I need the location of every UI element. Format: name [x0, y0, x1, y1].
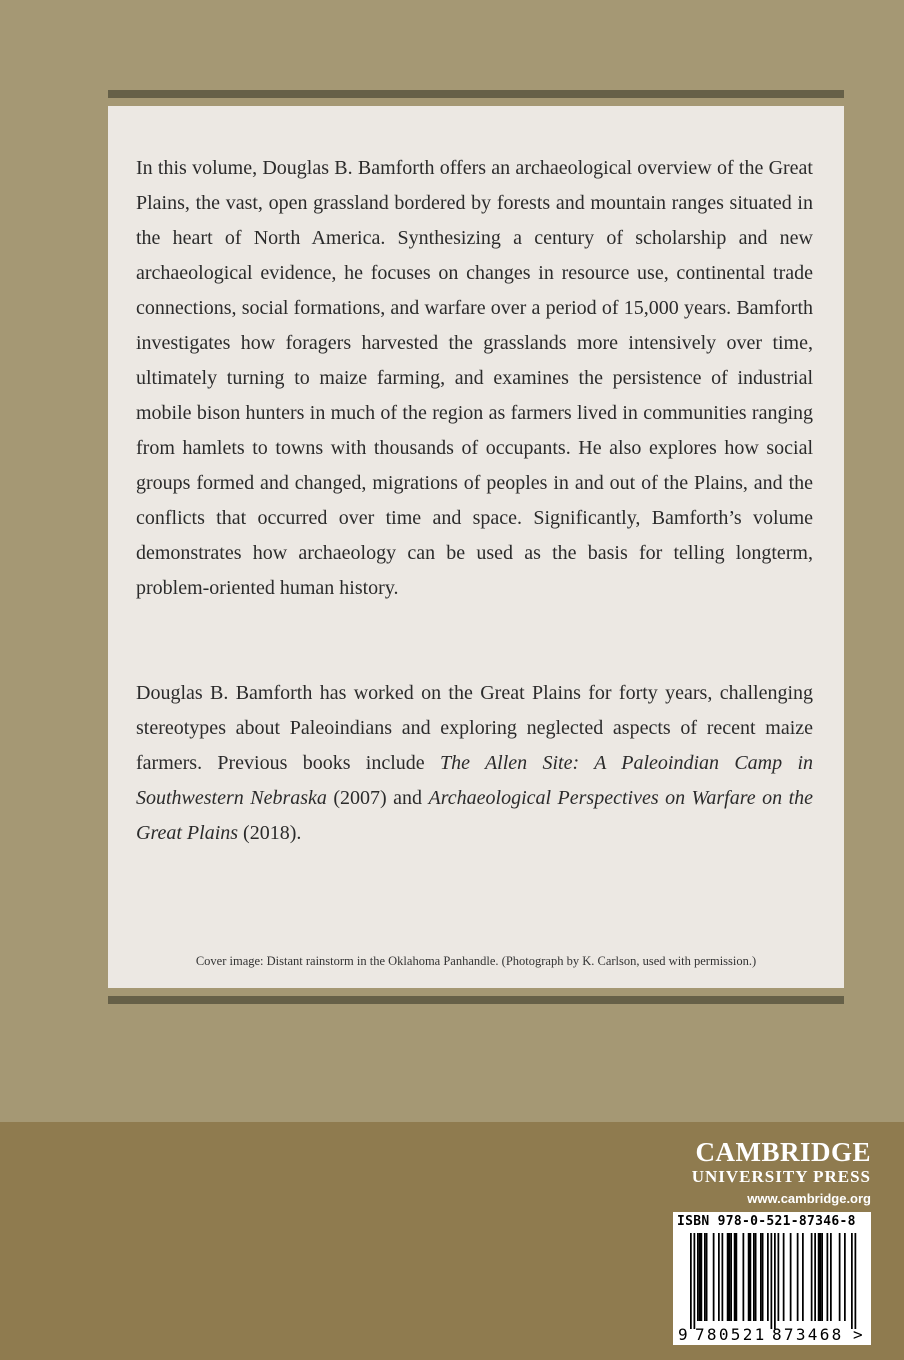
- barcode-left-digits: 780521: [695, 1325, 767, 1344]
- book-year-2007: (2007) and: [326, 787, 429, 809]
- barcode-graphic: [673, 1212, 871, 1345]
- barcode-bar: [736, 1233, 738, 1321]
- barcode-bar: [783, 1233, 785, 1321]
- barcode-bar: [690, 1233, 692, 1329]
- barcode-bar: [743, 1233, 745, 1321]
- barcode-bar: [851, 1233, 853, 1329]
- barcode-bar: [734, 1233, 736, 1321]
- barcode-bar: [704, 1233, 706, 1321]
- publisher-logo: [692, 1137, 871, 1209]
- barcode-bar: [753, 1233, 755, 1321]
- barcode-bar: [814, 1233, 816, 1321]
- barcode-bar: [699, 1233, 701, 1321]
- barcode-bar: [760, 1233, 762, 1321]
- barcode-bar: [778, 1233, 780, 1321]
- author-bio-paragraph: [136, 676, 813, 851]
- barcode-bar: [811, 1233, 813, 1321]
- barcode-bar: [790, 1233, 792, 1321]
- barcode-bar: [713, 1233, 715, 1321]
- barcode-bar: [839, 1233, 841, 1321]
- barcode-bar: [750, 1233, 752, 1321]
- barcode-bar: [727, 1233, 729, 1321]
- barcode-bar: [748, 1233, 750, 1321]
- description-paragraph: In this volume, Douglas B. Bamforth offers an archaeological overview of the Great Plains, the vast, open grassland bordered by forests and mountain ranges situated in the heart of North America. Synthesizing a century of scholarship and new archaeological evidence, he focuses on changes in resource use, continental trade connections, social formations, and warfare over a period of 15,000 years. Bamforth investigates how foragers harvested the grasslands more intensively over time, ultimately turning to maize farming, and examines the persistence of industrial mobile bison hunters in much of the region as farmers lived in communities ranging from hamlets to towns with thousands of occupants. He also explores how social groups formed and changed, migrations of peoples in and out of the Plains, and the conflicts that occurred over time and space. Significantly, Bamforth’s volume demonstrates how archaeology can be used as the basis for telling longterm, problem-oriented human history.: [136, 157, 813, 599]
- barcode-bar: [697, 1233, 699, 1321]
- publisher-footer: [0, 1122, 904, 1360]
- publisher-url: www.cambridge.org: [747, 1191, 871, 1206]
- barcode-bar: [706, 1233, 708, 1321]
- barcode-bar: [730, 1233, 732, 1321]
- barcode-right-digits: 873468: [772, 1325, 844, 1344]
- publisher-name: CAMBRIDGE: [695, 1137, 871, 1167]
- publisher-subname: UNIVERSITY PRESS: [691, 1167, 871, 1186]
- barcode-bar: [718, 1233, 720, 1321]
- description-panel: [108, 106, 844, 988]
- book-title-allen-site: The Allen Site: A Paleoindian Camp in Southwestern Nebraska: [136, 752, 813, 809]
- barcode-bar: [767, 1233, 769, 1321]
- bio-intro: Douglas B. Bamforth has worked on the Great Plains for forty years, challenging stereotypes about Paleoindians and exploring neglected aspects of recent maize farmers. Previous books include: [136, 682, 813, 774]
- isbn-barcode: [673, 1212, 871, 1345]
- barcode-bar: [722, 1233, 724, 1321]
- barcode-bar: [827, 1233, 829, 1321]
- barcode-bar: [821, 1233, 823, 1321]
- cover-image-credit: Cover image: Distant rainstorm in the Oklahoma Panhandle. (Photograph by K. Carlson, used with permission.): [195, 954, 757, 968]
- book-title-warfare: Archaeological Perspectives on Warfare on the Great Plains: [136, 787, 813, 844]
- bottom-rule: [108, 996, 844, 1004]
- barcode-bar: [820, 1233, 822, 1321]
- barcode-bar: [818, 1233, 820, 1321]
- barcode-bars: [690, 1233, 856, 1329]
- barcode-bar: [774, 1233, 776, 1329]
- barcode-first-digit: 9: [678, 1325, 688, 1344]
- top-rule: [108, 90, 844, 98]
- barcode-bar: [755, 1233, 757, 1321]
- barcode-bar: [844, 1233, 846, 1321]
- barcode-bar: [855, 1233, 857, 1329]
- barcode-bar: [802, 1233, 804, 1321]
- barcode-bar: [771, 1233, 773, 1329]
- barcode-bar: [830, 1233, 832, 1321]
- barcode-bar: [729, 1233, 731, 1321]
- book-year-2018: (2018).: [238, 822, 302, 844]
- barcode-bar: [701, 1233, 703, 1321]
- barcode-bar: [797, 1233, 799, 1321]
- barcode-bar: [762, 1233, 764, 1321]
- isbn-label: ISBN 978-0-521-87346-8: [677, 1214, 856, 1229]
- barcode-bar: [694, 1233, 696, 1329]
- barcode-end-mark: >: [853, 1325, 863, 1344]
